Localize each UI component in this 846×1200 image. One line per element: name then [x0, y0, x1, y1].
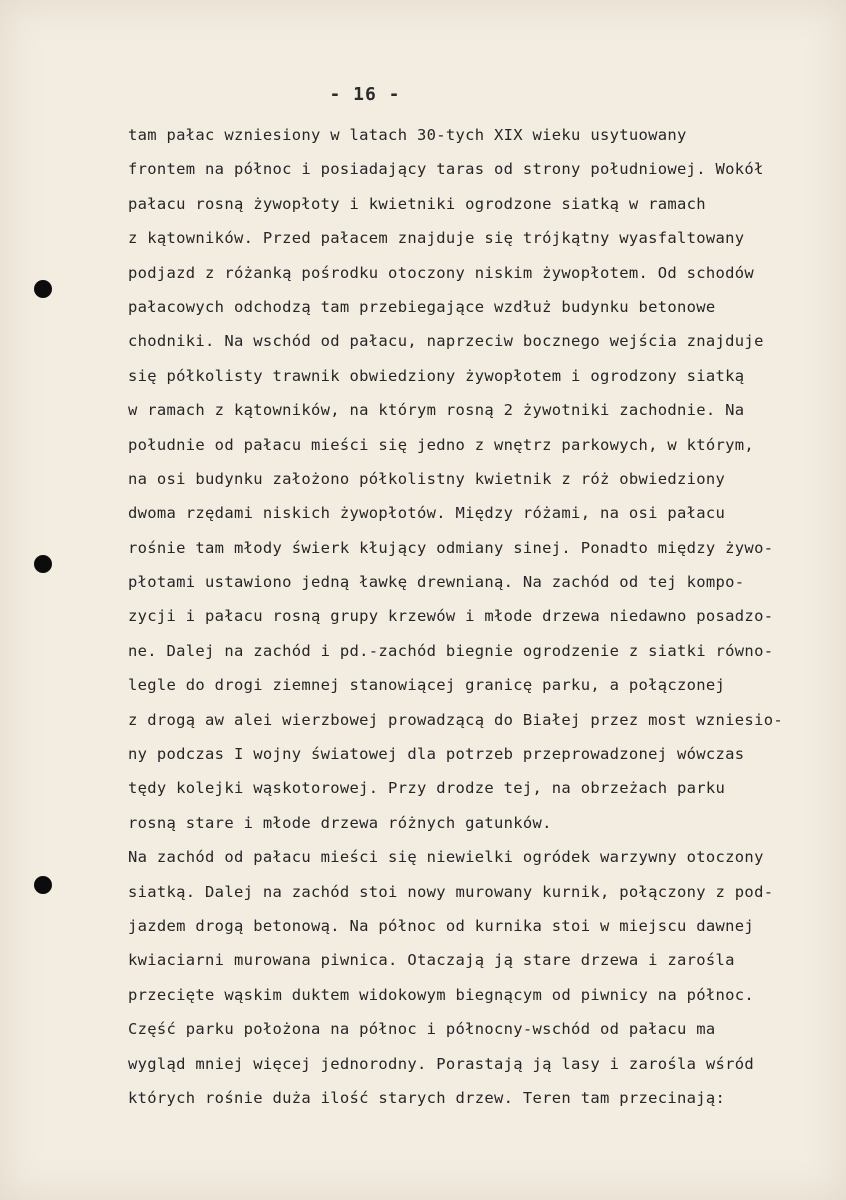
- text-line: legle do drogi ziemnej stanowiącej granicę parku, a połączonej: [128, 676, 726, 695]
- text-line: na osi budynku założono półkolistny kwietnik z róż obwiedziony: [128, 469, 726, 488]
- text-line: tędy kolejki wąskotorowej. Przy drodze tej, na obrzeżach parku: [128, 779, 726, 798]
- text-line: południe od pałacu mieści się jedno z wnętrz parkowych, w którym,: [128, 435, 755, 454]
- text-line: ny podczas I wojny światowej dla potrzeb przeprowadzonej wówczas: [128, 745, 745, 764]
- punch-hole: [34, 280, 52, 298]
- text-line: kwiaciarni murowana piwnica. Otaczają ją stare drzewa i zarośla: [128, 951, 735, 970]
- text-line: Część parku położona na północ i północny-wschód od pałacu ma: [128, 1020, 716, 1039]
- text-line: podjazd z różanką pośrodku otoczony niskim żywopłotem. Od schodów: [128, 263, 755, 282]
- text-line: wygląd mniej więcej jednorodny. Porastają ją lasy i zarośla wśród: [128, 1054, 755, 1073]
- text-line: płotami ustawiono jedną ławkę drewnianą. Na zachód od tej kompo-: [128, 573, 745, 592]
- punch-hole: [34, 876, 52, 894]
- text-line: frontem na północ i posiadający taras od strony południowej. Wokół: [128, 160, 764, 179]
- text-line: się półkolisty trawnik obwiedziony żywopłotem i ogrodzony siatką: [128, 366, 745, 385]
- text-line: siatką. Dalej na zachód stoi nowy murowany kurnik, połączony z pod-: [128, 882, 774, 901]
- text-line: ne. Dalej na zachód i pd.-zachód biegnie ogrodzenie z siatki równo-: [128, 641, 774, 660]
- page-number: - 16 -: [329, 84, 401, 105]
- text-line: przecięte wąskim duktem widokowym biegnącym od piwnicy na północ.: [128, 985, 755, 1004]
- text-line: rośnie tam młody świerk kłujący odmiany sinej. Ponadto między żywo-: [128, 538, 774, 557]
- document-body: [128, 118, 828, 1115]
- text-line: pałacowych odchodzą tam przebiegające wzdłuż budynku betonowe: [128, 297, 716, 316]
- text-line: pałacu rosną żywopłoty i kwietniki ogrodzone siatką w ramach: [128, 194, 706, 213]
- text-line: zycji i pałacu rosną grupy krzewów i młode drzewa niedawno posadzo-: [128, 607, 774, 626]
- text-line: z drogą aw alei wierzbowej prowadzącą do Białej przez most wzniesio-: [128, 710, 783, 729]
- text-line: chodniki. Na wschód od pałacu, naprzeciw bocznego wejścia znajduje: [128, 332, 764, 351]
- text-line: jazdem drogą betonową. Na północ od kurnika stoi w miejscu dawnej: [128, 916, 755, 935]
- text-line: rosną stare i młode drzewa różnych gatunków.: [128, 813, 552, 832]
- text-line: w ramach z kątowników, na którym rosną 2 żywotniki zachodnie. Na: [128, 401, 745, 420]
- text-line: których rośnie duża ilość starych drzew. Teren tam przecinają:: [128, 1088, 726, 1107]
- text-line: tam pałac wzniesiony w latach 30-tych XIX wieku usytuowany: [128, 126, 687, 144]
- text-line: z kątowników. Przed pałacem znajduje się trójkątny wyasfaltowany: [128, 229, 745, 248]
- punch-hole: [34, 555, 52, 573]
- text-line: Na zachód od pałacu mieści się niewielki ogródek warzywny otoczony: [128, 848, 764, 867]
- text-line: dwoma rzędami niskich żywopłotów. Między różami, na osi pałacu: [128, 504, 726, 523]
